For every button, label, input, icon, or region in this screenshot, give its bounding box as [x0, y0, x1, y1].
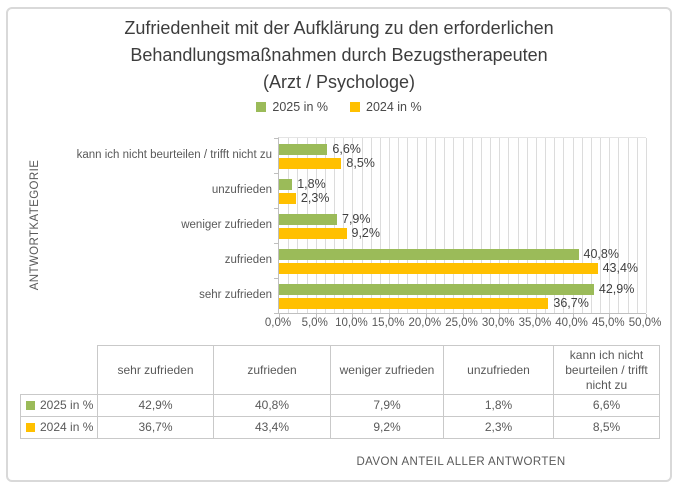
chart-title-line: (Arzt / Psychologe): [262, 72, 416, 92]
gridline: [646, 138, 647, 313]
table-row-header: [21, 417, 98, 439]
legend-swatch-icon: [350, 102, 360, 112]
y-axis-tick: [274, 138, 279, 139]
x-axis-tick-labels: [264, 317, 662, 333]
table-corner-cell: [21, 346, 98, 395]
table-body: [21, 395, 660, 439]
table-cell: 36,7%: [98, 417, 214, 439]
table-column-header: sehr zufrieden: [98, 346, 214, 395]
category-label: weniger zufrieden: [181, 218, 272, 231]
bar-value-label: 8,5%: [346, 156, 375, 170]
table-cell: 1,8%: [444, 395, 554, 417]
y-axis-tick: [274, 208, 279, 209]
bar-value-label: 2,3%: [300, 191, 330, 205]
table-cell: 8,5%: [554, 417, 660, 439]
bar-2024-in-: [279, 228, 347, 239]
table-header-row: [21, 346, 660, 395]
gridline: [637, 138, 638, 313]
bar-2025-in-: [279, 214, 337, 225]
table-cell: 2,3%: [444, 417, 554, 439]
table-row-label: 2025 in %: [40, 398, 94, 412]
chart-page: [6, 7, 672, 482]
x-tick-label: 40,0%: [555, 317, 588, 329]
table-cell: 42,9%: [98, 395, 214, 417]
legend-swatch-icon: [256, 102, 266, 112]
y-axis-category-labels: [38, 137, 272, 312]
bar-value-label: 40,8%: [583, 247, 619, 261]
chart-legend: [8, 100, 670, 114]
bar-2025-in-: [279, 249, 579, 260]
data-table: [20, 345, 660, 439]
table-cell: 9,2%: [331, 417, 444, 439]
table-cell: 40,8%: [214, 395, 331, 417]
category-label: sehr zufrieden: [199, 288, 272, 301]
x-tick-label: 25,0%: [445, 317, 478, 329]
x-tick-label: 35,0%: [518, 317, 552, 329]
table-cell: 6,6%: [554, 395, 660, 417]
bar-2024-in-: [279, 158, 341, 169]
bar-2024-in-: [279, 298, 548, 309]
bar-2025-in-: [279, 284, 594, 295]
table-row: [21, 417, 660, 439]
bar-value-label: 6,6%: [332, 142, 361, 156]
bar-2025-in-: [279, 179, 292, 190]
x-tick-label: 50,0%: [628, 317, 662, 329]
x-axis-title: DAVON ANTEIL ALLER ANTWORTEN: [356, 456, 566, 468]
legend-item: [350, 100, 422, 114]
y-axis-tick: [274, 243, 279, 244]
chart-title: [8, 15, 670, 96]
bar-value-label: 1,8%: [297, 177, 326, 191]
bar-2024-in-: [279, 193, 296, 204]
category-label: zufrieden: [224, 253, 272, 266]
x-tick-label: 0,0%: [264, 317, 292, 329]
table-row-label: 2024 in %: [40, 420, 94, 434]
y-axis-tick: [274, 278, 279, 279]
bar-value-label: 9,2%: [351, 226, 380, 240]
category-label: kann ich nicht beurteilen / trifft nicht zu: [76, 148, 272, 161]
bar-value-label: 36,7%: [553, 296, 589, 310]
table-cell: 43,4%: [214, 417, 331, 439]
plot-area: [278, 137, 646, 314]
bar-value-label: 42,9%: [598, 282, 635, 296]
table-column-header: zufrieden: [214, 346, 331, 395]
table-cell: 7,9%: [331, 395, 444, 417]
legend-label: 2024 in %: [366, 100, 422, 114]
x-tick-label: 10,0%: [335, 317, 368, 329]
bar-2024-in-: [279, 263, 598, 274]
category-label: unzufrieden: [211, 183, 272, 196]
bar-value-label: 7,9%: [342, 212, 371, 226]
bar-value-label: 43,4%: [602, 261, 639, 275]
table-column-header: weniger zufrieden: [331, 346, 444, 395]
legend-swatch-icon: [26, 423, 35, 432]
x-tick-label: 15,0%: [371, 317, 405, 329]
legend-label: 2025 in %: [272, 100, 328, 114]
y-axis-tick: [274, 173, 279, 174]
x-tick-label: 20,0%: [408, 317, 442, 329]
table-row-header: [21, 395, 98, 417]
x-tick-label: 5,0%: [301, 317, 328, 329]
x-tick-label: 30,0%: [481, 317, 515, 329]
chart-title-line: Behandlungsmaßnahmen durch Bezugstherapeuten: [130, 45, 548, 65]
table-column-header: kann ich nicht beurteilen / trifft nicht zu: [554, 346, 660, 395]
legend-item: [256, 100, 328, 114]
y-axis-title: ANTWORTKATEGORIE: [29, 159, 41, 291]
chart-title-line: Zufriedenheit mit der Aufklärung zu den erforderlichen: [124, 18, 554, 38]
table-column-header: unzufrieden: [444, 346, 554, 395]
legend-swatch-icon: [26, 401, 35, 410]
x-tick-label: 45,0%: [591, 317, 625, 329]
table-row: [21, 395, 660, 417]
bar-2025-in-: [279, 144, 327, 155]
